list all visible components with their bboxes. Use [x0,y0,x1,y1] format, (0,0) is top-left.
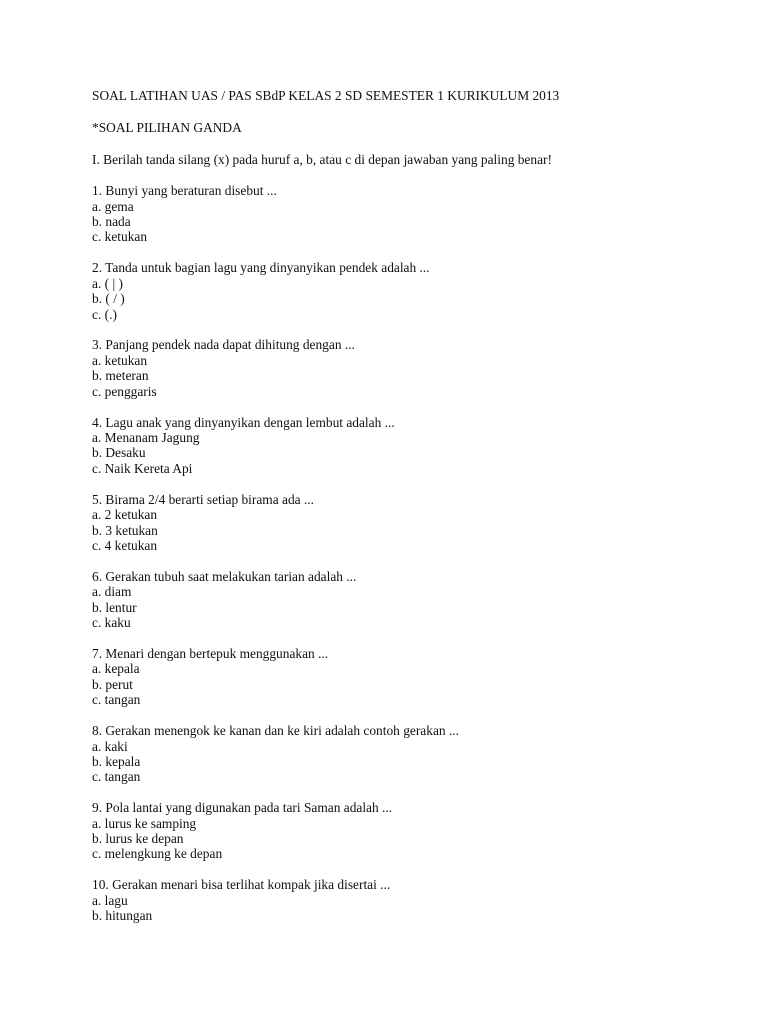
answer-option-b: b. lentur [92,599,137,615]
answer-option-a: a. ketukan [92,352,148,368]
question-text: 4. Lagu anak yang dinyanyikan dengan lembut adalah ... [92,414,395,430]
answer-option-a: a. Menanam Jagung [92,430,200,445]
question-text: 5. Birama 2/4 berarti setiap birama ada ... [92,491,314,507]
answer-option-b: b. Desaku [92,445,146,461]
question-text: 8. Gerakan menengok ke kanan dan ke kiri adalah contoh gerakan ... [92,723,459,739]
answer-option-a: a. kaki [92,738,128,754]
answer-option-c: c. tangan [92,692,141,708]
question-9 [92,800,732,862]
question-8 [92,723,732,785]
answer-option-b: b. hitungan [92,908,153,924]
answer-option-a: a. lagu [92,892,128,908]
document-content [92,88,732,939]
question-5 [92,492,732,554]
question-3 [92,337,732,399]
answer-option-b: b. 3 ketukan [92,522,158,538]
answer-option-b: b. nada [92,214,131,230]
answer-option-a: a. diam [92,584,132,600]
answer-option-c: c. penggaris [92,383,157,399]
answer-option-b: b. kepala [92,753,141,769]
answer-option-a: a. gema [92,198,134,214]
answer-option-b: b. lurus ke depan [92,831,184,847]
question-text: 10. Gerakan menari bisa terlihat kompak jika disertai ... [92,877,391,893]
question-text: 3. Panjang pendek nada dapat dihitung dengan ... [92,337,355,353]
answer-option-a: a. kepala [92,661,140,677]
question-text: 7. Menari dengan bertepuk menggunakan ... [92,645,329,661]
question-text: 9. Pola lantai yang digunakan pada tari Saman adalah ... [92,800,393,816]
answer-option-c: c. kaku [92,615,131,631]
question-2 [92,260,732,322]
answer-option-c: c. tangan [92,769,141,785]
answer-option-b: b. perut [92,676,133,692]
document-title: SOAL LATIHAN UAS / PAS SBdP KELAS 2 SD SEMESTER 1 KURIKULUM 2013 [92,88,560,103]
question-7 [92,646,732,708]
section-heading: *SOAL PILIHAN GANDA [92,120,242,136]
answer-option-a: a. ( | ) [92,275,123,291]
answer-option-a: a. lurus ke samping [92,815,197,831]
answer-option-b: b. meteran [92,368,149,384]
question-text: 1. Bunyi yang beraturan disebut ... [92,183,277,199]
answer-option-c: c. 4 ketukan [92,537,158,553]
answer-option-c: c. melengkung ke depan [92,846,223,862]
question-4 [92,415,732,477]
answer-option-c: c. (.) [92,306,117,322]
answer-option-c: c. ketukan [92,229,148,245]
question-text: 2. Tanda untuk bagian lagu yang dinyanyikan pendek adalah ... [92,260,430,276]
instruction-text: I. Berilah tanda silang (x) pada huruf a, b, atau c di depan jawaban yang paling benar! [92,151,552,167]
answer-option-a: a. 2 ketukan [92,507,158,523]
question-1 [92,183,732,245]
question-10 [92,877,732,923]
answer-option-c: c. Naik Kereta Api [92,460,193,476]
question-6 [92,569,732,631]
question-text: 6. Gerakan tubuh saat melakukan tarian adalah ... [92,568,357,584]
answer-option-b: b. ( / ) [92,291,125,307]
